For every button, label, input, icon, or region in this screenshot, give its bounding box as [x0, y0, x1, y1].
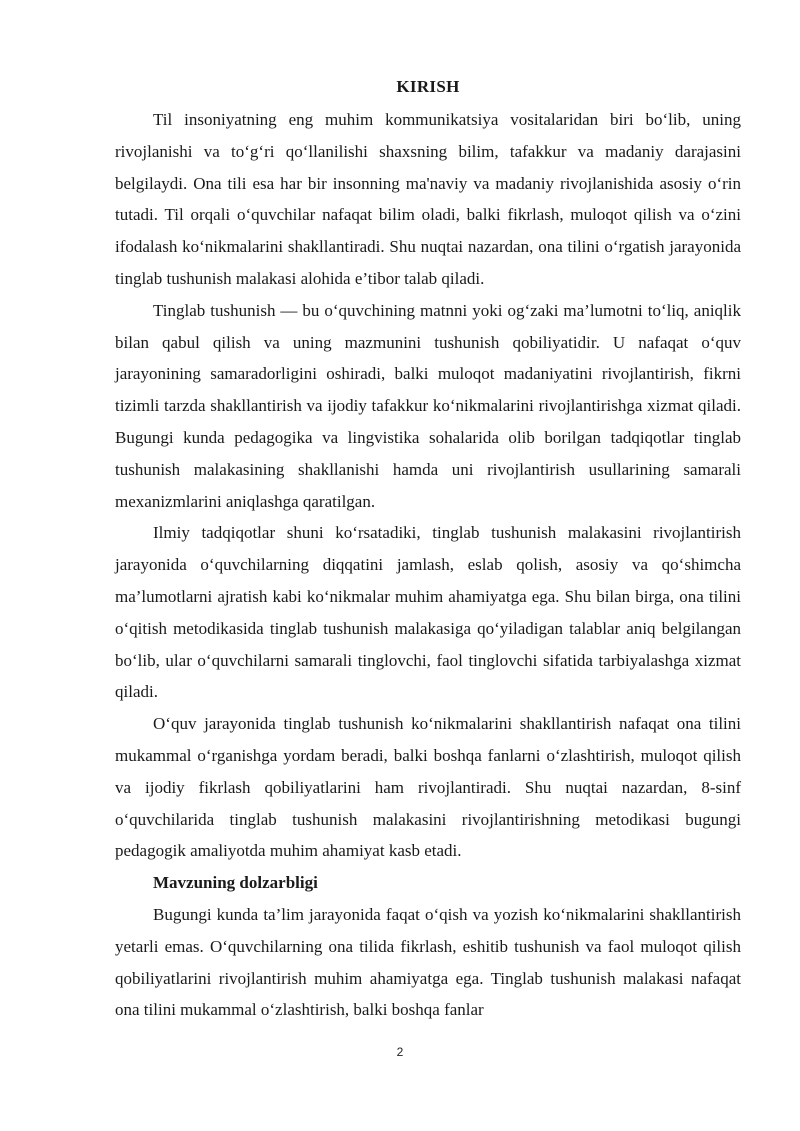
paragraph-2: Tinglab tushunish — bu o‘quvchining matnni yoki og‘zaki ma’lumotni to‘liq, aniqlik bilan qabul qilish va uning mazmunini tushunish qobiliyatidir. U nafaqat o‘quv jarayonining samaradorligini oshiradi, balki muloqot madaniyatini rivojlantirish, fikrni tizimli tarzda shakllantirish va ijodiy tafakkur ko‘nikmalarini rivojlantirishga xizmat qiladi. Bugungi kunda pedagogika va lingvistika sohalarida olib borilgan tadqiqotlar tinglab tushunish malakasining shakllanishi hamda uni rivojlantirish usullarining samarali mexanizmlarini aniqlashga qaratilgan.: [115, 300, 741, 511]
paragraph-3: Ilmiy tadqiqotlar shuni ko‘rsatadiki, tinglab tushunish malakasini rivojlantirish jarayonida o‘quvchilarning diqqatini jamlash, eslab qolish, asosiy va qo‘shimcha ma’lumotlarni ajratish kabi ko‘nikmalar muhim ahamiyatga ega. Shu bilan birga, ona tilini o‘qitish metodikasida tinglab tushunish malakasiga qo‘yiladigan talablar aniq belgilangan bo‘lib, ular o‘quvchilarni samarali tinglovchi, faol tinglovchi sifatida tarbiyalashga xizmat qiladi.: [115, 523, 741, 702]
document-body: [115, 104, 741, 1026]
paragraph-4: O‘quv jarayonida tinglab tushunish ko‘nikmalarini shakllantirish nafaqat ona tilini mukammal o‘rganishga yordam beradi, balki boshqa fanlarni o‘zlashtirish, muloqot qilish va ijodiy fikrlash qobiliyatlarini ham rivojlantiradi. Shu nuqtai nazardan, 8-sinf o‘quvchilarida tinglab tushunish malakasini rivojlantirishning metodikasi bugungi pedagogik amaliyotda muhim ahamiyat kasb etadi.: [115, 714, 741, 861]
page-number: 2: [396, 1045, 404, 1059]
section-heading: Mavzuning dolzarbligi: [153, 873, 318, 893]
page-title: KIRISH: [396, 77, 460, 96]
paragraph-1: Til insoniyatning eng muhim kommunikatsiya vositalaridan biri bo‘lib, uning rivojlanishi va to‘g‘ri qo‘llanilishi shaxsning bilim, tafakkur va madaniy darajasini belgilaydi. Ona tili esa har bir insonning ma'naviy va madaniy rivojlanishida asosiy o‘rin tutadi. Til orqali o‘quvchilar nafaqat bilim oladi, balki fikrlash, muloqot qilish va o‘zini ifodalash ko‘nikmalarini shakllantiradi. Shu nuqtai nazardan, ona tilini o‘rgatish jarayonida tinglab tushunish malakasi alohida e’tibor talab qiladi.: [115, 110, 741, 288]
section-paragraph-1: Bugungi kunda ta’lim jarayonida faqat o‘qish va yozish ko‘nikmalarini shakllantirish yetarli emas. O‘quvchilarning ona tilida fikrlash, eshitib tushunish va faol muloqot qilish qobiliyatlarini rivojlantirish muhim ahamiyatga ega. Tinglab tushunish malakasi nafaqat ona tilini mukammal o‘zlashtirish, balki boshqa fanlar: [115, 904, 741, 1020]
